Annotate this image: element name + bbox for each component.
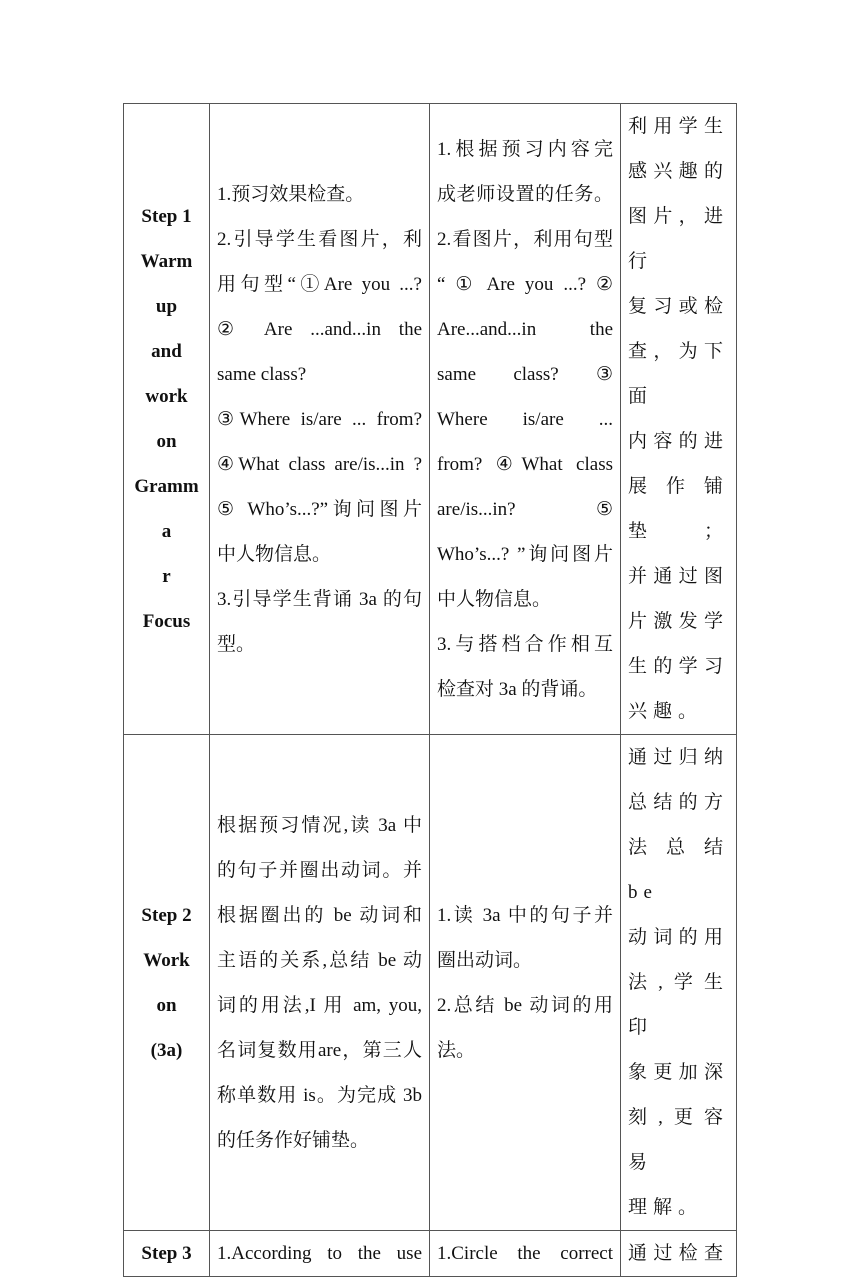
teacher-line: ④What class are/is...in ? [217, 453, 422, 475]
step-line: and work [145, 341, 188, 407]
purpose-line: 图片，进行 [628, 206, 729, 272]
student-line: 法。 [437, 1039, 476, 1061]
step-cell [124, 104, 210, 735]
teacher-line: 1.预习效果检查。 [217, 183, 365, 205]
table-row [124, 104, 737, 735]
purpose-line: 片激发学 [628, 611, 729, 632]
student-line: 检查对 3a 的背诵。 [437, 678, 598, 700]
purpose-line: 刻,更容易 [628, 1107, 729, 1173]
student-line: 1.Circle the correct [437, 1243, 613, 1264]
step-line: Step 1 [141, 206, 192, 227]
step-line: Step 2 [141, 904, 192, 926]
purpose-line: 象更加深 [628, 1062, 729, 1083]
teacher-line: 的句子并圈出动词。并 [217, 859, 422, 881]
student-line: 1.读 3a 中的句子并 [437, 904, 613, 926]
teacher-line: 根据预习情况,读 3a 中 [217, 814, 422, 836]
teacher-activity-cell [210, 104, 430, 735]
student-line: 1.根据预习内容完 [437, 138, 613, 160]
teacher-line: same class? [217, 363, 307, 385]
purpose-line: 内容的进 [628, 431, 729, 452]
teacher-line: 主语的关系,总结 be 动 [217, 949, 422, 971]
table-row [124, 1231, 737, 1277]
student-line: Who’s...? ”询问图片 [437, 543, 613, 565]
step-cell [124, 1231, 210, 1277]
teacher-line: 名词复数用are，第三人 [217, 1039, 422, 1061]
teacher-line: 称单数用 is。为完成 3b [217, 1084, 422, 1106]
student-line: 2.总结 be 动词的用 [437, 994, 613, 1016]
student-line: “ ① Are you ...? ② [437, 273, 613, 295]
teacher-line: 的任务作好铺垫。 [217, 1129, 370, 1151]
step-line: Step 3 [141, 1243, 192, 1264]
teacher-line: 词的用法,I 用 am, you, [217, 994, 422, 1016]
purpose-line: 利用学生 [628, 116, 729, 137]
student-activity-cell [430, 1231, 621, 1277]
purpose-line: 法,学生印 [628, 972, 729, 1038]
purpose-line: 展作铺垫； [628, 476, 729, 542]
purpose-line: 生的学习 [628, 656, 729, 677]
step-cell [124, 735, 210, 1231]
teacher-line: 中人物信息。 [217, 543, 332, 565]
teacher-activity-cell [210, 735, 430, 1231]
teacher-line: 2.引导学生看图片，利 [217, 228, 422, 250]
student-line: from? ④What class [437, 453, 613, 475]
student-activity-cell [430, 104, 621, 735]
purpose-cell [621, 735, 737, 1231]
step-line: Work on [143, 949, 190, 1016]
table-row [124, 735, 737, 1231]
teacher-line: 用句型“①Are you ...? [217, 273, 422, 295]
step-line: (3a) [150, 1039, 183, 1061]
student-line: are/is...in? ⑤ [437, 498, 613, 520]
student-line: 中人物信息。 [437, 588, 552, 610]
purpose-line: 查，为下面 [628, 341, 729, 407]
student-activity-cell [430, 735, 621, 1231]
purpose-line: 理解。 [628, 1197, 704, 1218]
student-line: 成老师设置的任务。 [437, 183, 613, 205]
student-line: Are...and...in the [437, 318, 613, 340]
teacher-line: ⑤ Who’s...?”询问图片 [217, 498, 422, 520]
teacher-line: 型。 [217, 633, 256, 655]
purpose-line: 并通过图 [628, 566, 729, 587]
purpose-line: 兴趣。 [628, 701, 704, 722]
step-line: Warm up [140, 251, 193, 317]
lesson-plan-table [123, 103, 737, 1277]
purpose-line: 感兴趣的 [628, 161, 729, 182]
student-line: Where is/are ... [437, 408, 613, 430]
student-line: same class? ③ [437, 363, 613, 385]
purpose-line: 法总结 be [628, 837, 729, 903]
purpose-cell [621, 1231, 737, 1277]
teacher-line: ② Are ...and...in the [217, 318, 422, 340]
step-line: on [156, 431, 177, 452]
teacher-line: 根据圈出的 be 动词和 [217, 904, 422, 926]
teacher-line: 3.引导学生背诵 3a 的句 [217, 588, 422, 610]
student-line: 圈出动词。 [437, 949, 533, 971]
purpose-line: 复习或检 [628, 296, 729, 317]
step-line: Gramma [134, 476, 199, 542]
purpose-line: 通过归纳 [628, 747, 729, 768]
purpose-line: 动词的用 [628, 927, 729, 948]
teacher-line: 1.According to the use [217, 1243, 422, 1264]
student-line: 2.看图片，利用句型 [437, 228, 613, 250]
student-line: 3.与搭档合作相互 [437, 633, 613, 655]
purpose-cell [621, 104, 737, 735]
step-line: r [162, 566, 171, 587]
teacher-line: ③Where is/are ... from? [217, 408, 422, 430]
purpose-line: 总结的方 [628, 792, 729, 813]
teacher-activity-cell [210, 1231, 430, 1277]
purpose-line: 通过检查 [628, 1243, 729, 1264]
step-line: Focus [142, 611, 191, 632]
